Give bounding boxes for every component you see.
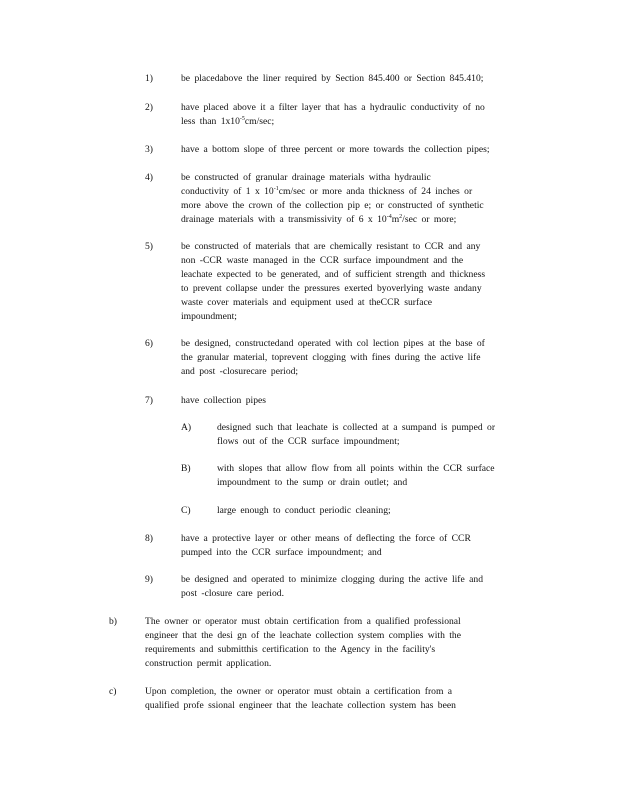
item-text	[145, 685, 505, 713]
text-line	[181, 213, 526, 227]
item-marker: 8)	[145, 533, 153, 544]
text-line: be constructed of granular drainage materials witha hydraulic	[181, 172, 431, 183]
item-marker: C)	[181, 505, 191, 516]
text-line: large enough to conduct periodic cleaning;	[217, 505, 391, 516]
superscript: -1	[273, 186, 279, 192]
text-line: non -CCR waste managed in the CCR surface impoundment and the	[181, 255, 464, 266]
text-fragment: m	[391, 214, 400, 225]
item-marker: 4)	[145, 172, 153, 183]
item-text	[181, 573, 531, 601]
text-fragment: cm/sec or more anda thickness of 24 inches or	[278, 186, 473, 197]
item-text	[217, 462, 532, 490]
text-fragment: /sec or more;	[402, 214, 457, 225]
text-line: post -closure care period.	[181, 588, 284, 599]
item-marker: 5)	[145, 241, 153, 252]
text-line: Upon completion, the owner or operator must obtain a certification from a	[145, 686, 453, 697]
text-line	[181, 115, 531, 129]
superscript: 2	[399, 214, 403, 220]
item-text	[217, 504, 537, 518]
item-text	[217, 421, 537, 449]
superscript: -4	[386, 214, 392, 220]
text-line: be constructed of materials that are chemically resistant to CCR and any	[181, 241, 481, 252]
text-line: and post -closurecare period;	[181, 366, 299, 377]
text-line: designed such that leachate is collected at a sumpand is pumped or	[217, 422, 496, 433]
text-line	[181, 185, 526, 199]
item-marker: A)	[181, 422, 192, 433]
text-line: requirements and submitthis certification to the Agency in the facility's	[145, 644, 436, 655]
text-line: to prevent collapse under the pressures exerted byoverlying waste andany	[181, 283, 482, 294]
text-line: have placed above it a filter layer that has a hydraulic conductivity of no	[181, 102, 485, 113]
text-fragment: drainage materials with a transmissivity of 6 x 10	[181, 214, 387, 225]
superscript: -5	[239, 116, 245, 122]
text-line: pumped into the CCR surface impoundment; and	[181, 547, 382, 558]
text-line: the granular material, toprevent clogging with fines during the active life	[181, 352, 481, 363]
item-marker: 3)	[145, 144, 153, 155]
item-marker: 1)	[145, 73, 153, 84]
text-line: more above the crown of the collection pip e; or constructed of synthetic	[181, 200, 484, 211]
text-fragment: cm/sec;	[244, 116, 275, 127]
text-line: impoundment to the sump or drain outlet; and	[217, 477, 408, 488]
item-text	[181, 101, 531, 129]
item-text	[145, 615, 510, 671]
text-line: construction permit application.	[145, 658, 272, 669]
text-line: be designed, constructedand operated with col lection pipes at the base of	[181, 338, 485, 349]
text-line: have collection pipes	[181, 395, 266, 406]
item-text	[181, 337, 533, 379]
text-line: have a bottom slope of three percent or more towards the collection pipes;	[181, 144, 490, 155]
item-text	[181, 532, 511, 560]
item-text	[181, 240, 531, 324]
item-text	[181, 143, 539, 157]
text-line: engineer that the desi gn of the leachate collection system complies with the	[145, 630, 461, 641]
item-marker: 9)	[145, 574, 153, 585]
item-marker: 6)	[145, 338, 153, 349]
text-line: with slopes that allow flow from all points within the CCR surface	[217, 463, 495, 474]
item-marker: 2)	[145, 102, 153, 113]
item-marker: B)	[181, 463, 191, 474]
item-text	[181, 394, 531, 408]
text-line: waste cover materials and equipment used at theCCR surface	[181, 297, 432, 308]
text-line: leachate expected to be generated, and of sufficient strength and thickness	[181, 269, 486, 280]
item-marker: b)	[109, 616, 117, 627]
text-line: be designed and operated to minimize clogging during the active life and	[181, 574, 483, 585]
text-fragment: conductivity of 1 x 10	[181, 186, 274, 197]
text-line: be placedabove the liner required by Section 845.400 or Section 845.410;	[181, 73, 484, 84]
item-marker: 7)	[145, 395, 153, 406]
text-line: The owner or operator must obtain certification from a qualified professional	[145, 616, 461, 627]
text-line: impoundment;	[181, 311, 237, 322]
item-text	[181, 171, 526, 227]
item-text	[181, 72, 531, 86]
text-line: flows out of the CCR surface impoundment;	[217, 436, 400, 447]
text-line: have a protective layer or other means of deflecting the force of CCR	[181, 533, 471, 544]
text-line: qualified profe ssional engineer that the leachate collection system has been	[145, 700, 456, 711]
item-marker: c)	[109, 686, 117, 697]
text-fragment: less than 1x10	[181, 116, 240, 127]
